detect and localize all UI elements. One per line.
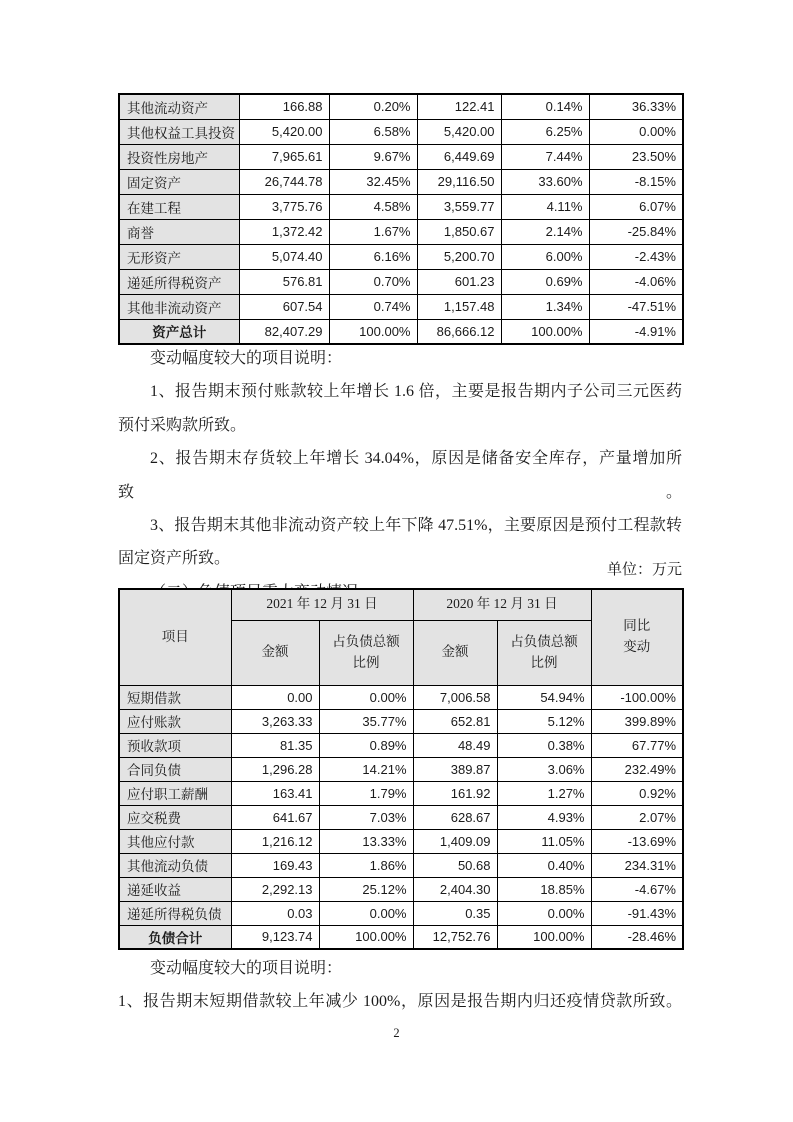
value-cell: 6.58% — [329, 119, 417, 144]
liability-table-body — [119, 685, 683, 949]
note-paragraph — [118, 342, 682, 375]
value-cell: 6.25% — [501, 119, 589, 144]
value-cell: 5,200.70 — [417, 244, 501, 269]
liability-notes — [118, 952, 682, 1019]
note-line: 固定资产所致。 — [118, 550, 231, 568]
value-cell: 2,404.30 — [413, 877, 497, 901]
note-line: 3、报告期末其他非流动资产较上年下降 47.51%，主要原因是预付工程款转 — [150, 517, 682, 535]
value-cell: 652.81 — [413, 709, 497, 733]
value-cell: 0.35 — [413, 901, 497, 925]
table-row — [119, 853, 683, 877]
value-cell: 7.03% — [319, 805, 413, 829]
value-cell: 0.00% — [497, 901, 591, 925]
value-cell: 163.41 — [231, 781, 319, 805]
value-cell: 122.41 — [417, 94, 501, 119]
value-cell: 7.44% — [501, 144, 589, 169]
value-cell: 161.92 — [413, 781, 497, 805]
asset-change-table — [118, 93, 684, 345]
table-row — [119, 194, 683, 219]
value-cell: 11.05% — [497, 829, 591, 853]
value-cell: -4.91% — [589, 319, 683, 344]
value-cell: 50.68 — [413, 853, 497, 877]
header-ratio-line2: 比例 — [352, 654, 380, 670]
value-cell: 607.54 — [239, 294, 329, 319]
header-yoy-line2: 变动 — [623, 639, 651, 655]
liability-change-table-wrap — [118, 588, 684, 950]
value-cell: 576.81 — [239, 269, 329, 294]
table-row — [119, 169, 683, 194]
value-cell: 5,420.00 — [417, 119, 501, 144]
value-cell: 29,116.50 — [417, 169, 501, 194]
asset-notes-paragraphs — [118, 342, 682, 576]
row-label-cell: 其他流动资产 — [119, 94, 239, 119]
note-line: 1、报告期末短期借款较上年减少 100%，原因是报告期内归还疫情贷款所致。 — [118, 993, 682, 1011]
header-yoy — [591, 589, 683, 685]
liability-notes-paragraphs — [118, 952, 682, 1019]
value-cell: 389.87 — [413, 757, 497, 781]
note-paragraph — [118, 985, 682, 1018]
table-row — [119, 733, 683, 757]
value-cell: -25.84% — [589, 219, 683, 244]
row-label-cell: 投资性房地产 — [119, 144, 239, 169]
value-cell: 81.35 — [231, 733, 319, 757]
header-ratio-2021 — [319, 620, 413, 685]
page-number: 2 — [393, 1026, 400, 1040]
value-cell: 0.89% — [319, 733, 413, 757]
value-cell: 9.67% — [329, 144, 417, 169]
value-cell: 3,775.76 — [239, 194, 329, 219]
row-label-cell: 在建工程 — [119, 194, 239, 219]
value-cell: 6.07% — [589, 194, 683, 219]
value-cell: 6.16% — [329, 244, 417, 269]
value-cell: 5.12% — [497, 709, 591, 733]
value-cell: 0.00 — [231, 685, 319, 709]
row-label-cell: 商誉 — [119, 219, 239, 244]
value-cell: 1,409.09 — [413, 829, 497, 853]
value-cell: 54.94% — [497, 685, 591, 709]
table-row — [119, 829, 683, 853]
value-cell: 18.85% — [497, 877, 591, 901]
value-cell: 5,420.00 — [239, 119, 329, 144]
value-cell: 12,752.76 — [413, 925, 497, 949]
note-paragraph — [118, 375, 682, 442]
unit-label: 单位：万元 — [606, 562, 682, 578]
table-row — [119, 94, 683, 119]
value-cell: -8.15% — [589, 169, 683, 194]
value-cell: -100.00% — [591, 685, 683, 709]
value-cell: -28.46% — [591, 925, 683, 949]
value-cell: 100.00% — [497, 925, 591, 949]
header-yoy-line1: 同比 — [623, 618, 651, 634]
value-cell: 32.45% — [329, 169, 417, 194]
header-ratio-line2: 比例 — [530, 654, 558, 670]
value-cell: 1.86% — [319, 853, 413, 877]
row-label-cell: 应付职工薪酬 — [119, 781, 231, 805]
row-label-cell: 其他权益工具投资 — [119, 119, 239, 144]
note-line: 预付采购款所致。 — [118, 416, 247, 434]
value-cell: -2.43% — [589, 244, 683, 269]
header-period-2020: 2020 年 12 月 31 日 — [413, 589, 591, 620]
liability-table-header — [119, 589, 683, 685]
value-cell: 6.00% — [501, 244, 589, 269]
value-cell: 232.49% — [591, 757, 683, 781]
value-cell: 100.00% — [329, 319, 417, 344]
value-cell: 1,296.28 — [231, 757, 319, 781]
row-label-cell: 资产总计 — [119, 319, 239, 344]
note-paragraph — [118, 952, 682, 985]
header-amount-2021: 金额 — [231, 620, 319, 685]
row-label-cell: 短期借款 — [119, 685, 231, 709]
value-cell: 169.43 — [231, 853, 319, 877]
table-row — [119, 901, 683, 925]
value-cell: 36.33% — [589, 94, 683, 119]
value-cell: -4.06% — [589, 269, 683, 294]
table-row — [119, 219, 683, 244]
row-label-cell: 负债合计 — [119, 925, 231, 949]
note-line: 1、报告期末预付账款较上年增长 1.6 倍，主要是报告期内子公司三元医药 — [150, 383, 682, 401]
table-row — [119, 757, 683, 781]
header-ratio-line1: 占负债总额 — [510, 633, 578, 649]
value-cell: 234.31% — [591, 853, 683, 877]
value-cell: 4.11% — [501, 194, 589, 219]
value-cell: 0.69% — [501, 269, 589, 294]
row-label-cell: 其他流动负债 — [119, 853, 231, 877]
value-cell: -91.43% — [591, 901, 683, 925]
row-label-cell: 无形资产 — [119, 244, 239, 269]
note-line: 变动幅度较大的项目说明： — [150, 350, 343, 367]
value-cell: 1.67% — [329, 219, 417, 244]
value-cell: 1,157.48 — [417, 294, 501, 319]
value-cell: 1,850.67 — [417, 219, 501, 244]
value-cell: 4.58% — [329, 194, 417, 219]
value-cell: 0.00% — [319, 901, 413, 925]
note-line: 2、报告期末存货较上年增长 34.04%，原因是储备安全库存，产量增加所致。 — [118, 450, 682, 501]
row-label-cell: 递延所得税负债 — [119, 901, 231, 925]
value-cell: 0.00% — [319, 685, 413, 709]
value-cell: 2,292.13 — [231, 877, 319, 901]
note-line: 变动幅度较大的项目说明： — [150, 960, 343, 977]
value-cell: 3.06% — [497, 757, 591, 781]
value-cell: -47.51% — [589, 294, 683, 319]
value-cell: 0.70% — [329, 269, 417, 294]
value-cell: 67.77% — [591, 733, 683, 757]
table-row — [119, 709, 683, 733]
value-cell: 5,074.40 — [239, 244, 329, 269]
value-cell: 6,449.69 — [417, 144, 501, 169]
table-row — [119, 294, 683, 319]
value-cell: 13.33% — [319, 829, 413, 853]
value-cell: 33.60% — [501, 169, 589, 194]
row-label-cell: 合同负债 — [119, 757, 231, 781]
value-cell: 7,006.58 — [413, 685, 497, 709]
value-cell: 0.38% — [497, 733, 591, 757]
value-cell: 641.67 — [231, 805, 319, 829]
table-row — [119, 119, 683, 144]
value-cell: 7,965.61 — [239, 144, 329, 169]
value-cell: 23.50% — [589, 144, 683, 169]
value-cell: 82,407.29 — [239, 319, 329, 344]
value-cell: 3,559.77 — [417, 194, 501, 219]
value-cell: 2.14% — [501, 219, 589, 244]
asset-change-table-wrap — [118, 93, 684, 345]
header-ratio-2020 — [497, 620, 591, 685]
table-row — [119, 805, 683, 829]
header-item: 项目 — [119, 589, 231, 685]
value-cell: 35.77% — [319, 709, 413, 733]
row-label-cell: 预收款项 — [119, 733, 231, 757]
table-row — [119, 685, 683, 709]
value-cell: 0.92% — [591, 781, 683, 805]
value-cell: 399.89% — [591, 709, 683, 733]
value-cell: 26,744.78 — [239, 169, 329, 194]
value-cell: -4.67% — [591, 877, 683, 901]
row-label-cell: 应付账款 — [119, 709, 231, 733]
value-cell: 0.74% — [329, 294, 417, 319]
value-cell: 1,216.12 — [231, 829, 319, 853]
value-cell: 0.20% — [329, 94, 417, 119]
value-cell: 25.12% — [319, 877, 413, 901]
row-label-cell: 应交税费 — [119, 805, 231, 829]
value-cell: 0.00% — [589, 119, 683, 144]
table-row — [119, 319, 683, 344]
table-row — [119, 144, 683, 169]
row-label-cell: 固定资产 — [119, 169, 239, 194]
value-cell: 2.07% — [591, 805, 683, 829]
value-cell: 1.79% — [319, 781, 413, 805]
liability-change-table — [118, 588, 684, 950]
header-amount-2020: 金额 — [413, 620, 497, 685]
row-label-cell: 递延所得税资产 — [119, 269, 239, 294]
value-cell: 1.34% — [501, 294, 589, 319]
value-cell: 48.49 — [413, 733, 497, 757]
value-cell: 3,263.33 — [231, 709, 319, 733]
value-cell: 166.88 — [239, 94, 329, 119]
header-period-2021: 2021 年 12 月 31 日 — [231, 589, 413, 620]
row-label-cell: 其他应付款 — [119, 829, 231, 853]
note-paragraph — [118, 442, 682, 509]
value-cell: 628.67 — [413, 805, 497, 829]
value-cell: 0.14% — [501, 94, 589, 119]
value-cell: 0.40% — [497, 853, 591, 877]
header-ratio-line1: 占负债总额 — [332, 633, 400, 649]
value-cell: 86,666.12 — [417, 319, 501, 344]
value-cell: 601.23 — [417, 269, 501, 294]
value-cell: 1,372.42 — [239, 219, 329, 244]
value-cell: 9,123.74 — [231, 925, 319, 949]
row-label-cell: 其他非流动资产 — [119, 294, 239, 319]
value-cell: 100.00% — [501, 319, 589, 344]
value-cell: -13.69% — [591, 829, 683, 853]
table-row — [119, 269, 683, 294]
value-cell: 4.93% — [497, 805, 591, 829]
row-label-cell: 递延收益 — [119, 877, 231, 901]
table-row — [119, 925, 683, 949]
table-row — [119, 244, 683, 269]
value-cell: 1.27% — [497, 781, 591, 805]
asset-table-body — [119, 94, 683, 344]
value-cell: 100.00% — [319, 925, 413, 949]
table-row — [119, 877, 683, 901]
value-cell: 14.21% — [319, 757, 413, 781]
value-cell: 0.03 — [231, 901, 319, 925]
table-row — [119, 781, 683, 805]
